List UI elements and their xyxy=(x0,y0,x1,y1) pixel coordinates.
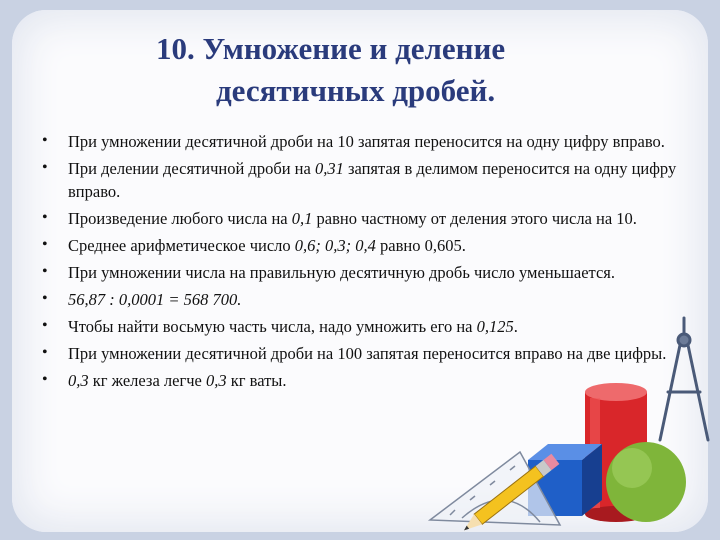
bullet-item xyxy=(42,261,682,284)
bullet-math-text: 0,3 xyxy=(205,371,227,390)
bullet-text: При делении десятичной дроби на xyxy=(68,159,315,178)
bullet-text: Чтобы найти восьмую часть числа, надо умножить его на xyxy=(68,317,477,336)
bullet-text: . xyxy=(513,317,518,336)
bullet-list xyxy=(42,130,682,396)
title-line-1: 10. Умножение и деление xyxy=(156,31,506,66)
bullet-dot: • xyxy=(42,132,48,149)
bullet-text: кг ваты. xyxy=(226,371,287,390)
bullet-text: равно частному от деления этого числа на 10. xyxy=(312,209,637,228)
bullet-dot: • xyxy=(42,263,48,280)
bullet-item xyxy=(42,288,682,311)
bullet-dot: • xyxy=(42,290,48,307)
bullet-math-text: 0,1 xyxy=(291,209,313,228)
bullet-item xyxy=(42,207,682,230)
bullet-math-text: 0,31 xyxy=(314,159,344,178)
bullet-text: Произведение любого числа на xyxy=(68,209,292,228)
bullet-dot: • xyxy=(42,209,48,226)
bullet-item xyxy=(42,369,682,392)
bullet-dot: • xyxy=(42,317,48,334)
bullet-item xyxy=(42,234,682,257)
bullet-text: При умножении числа на правильную десятичную дробь число уменьшается. xyxy=(68,263,615,282)
bullet-item xyxy=(42,342,682,365)
bullet-text: При умножении десятичной дроби на 10 запятая переносится на одну цифру вправо. xyxy=(68,132,665,151)
bullet-dot: • xyxy=(42,236,48,253)
bullet-text: Среднее арифметическое число xyxy=(68,236,295,255)
title-line-2: десятичных дробей. xyxy=(216,73,496,108)
bullet-dot: • xyxy=(42,159,48,176)
bullet-math-text: 0,3 xyxy=(68,371,89,390)
bullet-math-text: 0,6; 0,3; 0,4 xyxy=(294,236,376,255)
bullet-math-text: 56,87 : 0,0001 = 568 700. xyxy=(68,290,242,309)
bullet-item xyxy=(42,157,682,203)
bullet-text: равно 0,605. xyxy=(375,236,466,255)
bullet-item xyxy=(42,315,682,338)
bullet-text: При умножении десятичной дроби на 100 запятая переносится вправо на две цифры. xyxy=(68,344,667,363)
slide-title xyxy=(100,28,620,112)
bullet-text: запятая в делимом переносится на одну цифру вправо. xyxy=(68,159,677,201)
bullet-math-text: 0,125 xyxy=(476,317,514,336)
bullet-item xyxy=(42,130,682,153)
bullet-dot: • xyxy=(42,371,48,388)
bullet-text: кг железа легче xyxy=(88,371,206,390)
bullet-dot: • xyxy=(42,344,48,361)
